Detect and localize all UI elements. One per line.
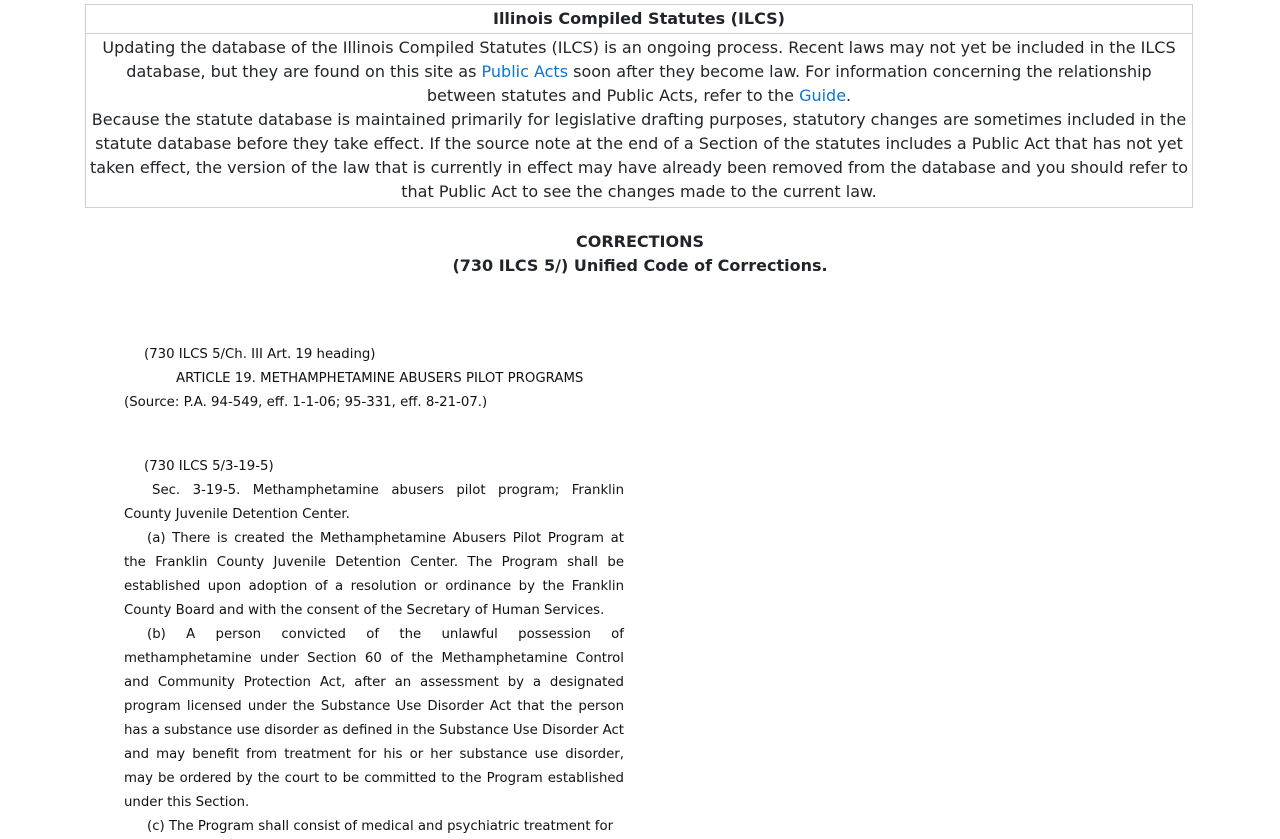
act-heading: (730 ILCS 5/) Unified Code of Corrections. [452, 256, 828, 275]
article-source-note: (Source: P.A. 94-549, eff. 1-1-06; 95-331, eff. 8-21-07.) [124, 395, 488, 410]
notice-p1-text-middle: soon after they become law. For information concerning the relationship between statutes and Public Acts, refer to the [426, 62, 1152, 105]
notice-paragraph-2: Because the statute database is maintained primarily for legislative drafting purposes, statutory changes are sometimes included in the statute database before they take effect. If the source note at the end of a Section of the statutes includes a Public Act that has not yet taken effect, the version of the law that is currently in effect may have already been removed from the database and you should refer to that Public Act to see the changes made to the current law. [90, 110, 1188, 201]
article-title: ARTICLE 19. METHAMPHETAMINE ABUSERS PILOT PROGRAMS [176, 371, 584, 386]
chapter-heading: CORRECTIONS [575, 232, 705, 251]
notice-body [86, 34, 1192, 207]
article-block [124, 343, 624, 415]
notice-title: Illinois Compiled Statutes (ILCS) [86, 5, 1192, 34]
section-paragraph-a: (a) There is created the Methamphetamine Abusers Pilot Program at the Franklin County Juvenile Detention Center. The Program shall be established upon adoption of a resolution or ordinance by the Franklin County Board and with the consent of the Secretary of Human Services. [124, 531, 624, 618]
notice-p1-text-start: Updating the database of the Illinois Compiled Statutes (ILCS) is an ongoing process. Recent laws may not yet be included in the ILCS database, but they are found on this site as [102, 38, 1176, 81]
section-paragraph-b: (b) A person convicted of the unlawful possession of methamphetamine under Section 60 of the Methamphetamine Control and Community Protection Act, after an assessment by a designated program licensed under the Substance Use Disorder Act that the person has a substance use disorder as defined in the Substance Use Disorder Act and may benefit from treatment for his or her substance use disorder, may be ordered by the court to be committed to the Program established under this Section. [124, 627, 624, 810]
public-acts-link[interactable]: Public Acts [481, 62, 569, 81]
article-citation: (730 ILCS 5/Ch. III Art. 19 heading) [144, 347, 376, 362]
section-heading: Sec. 3-19-5. Methamphetamine abusers pilot program; Franklin County Juvenile Detention Center. [124, 483, 624, 522]
section-citation: (730 ILCS 5/3-19-5) [144, 459, 274, 474]
notice-paragraph-1 [90, 36, 1188, 108]
guide-link[interactable]: Guide [799, 86, 847, 105]
section-paragraph-c: (c) The Program shall consist of medical and psychiatric treatment for [147, 819, 614, 834]
notice-p1-text-end: . [846, 86, 852, 105]
section-block [124, 455, 624, 839]
ilcs-notice-box [85, 4, 1193, 208]
